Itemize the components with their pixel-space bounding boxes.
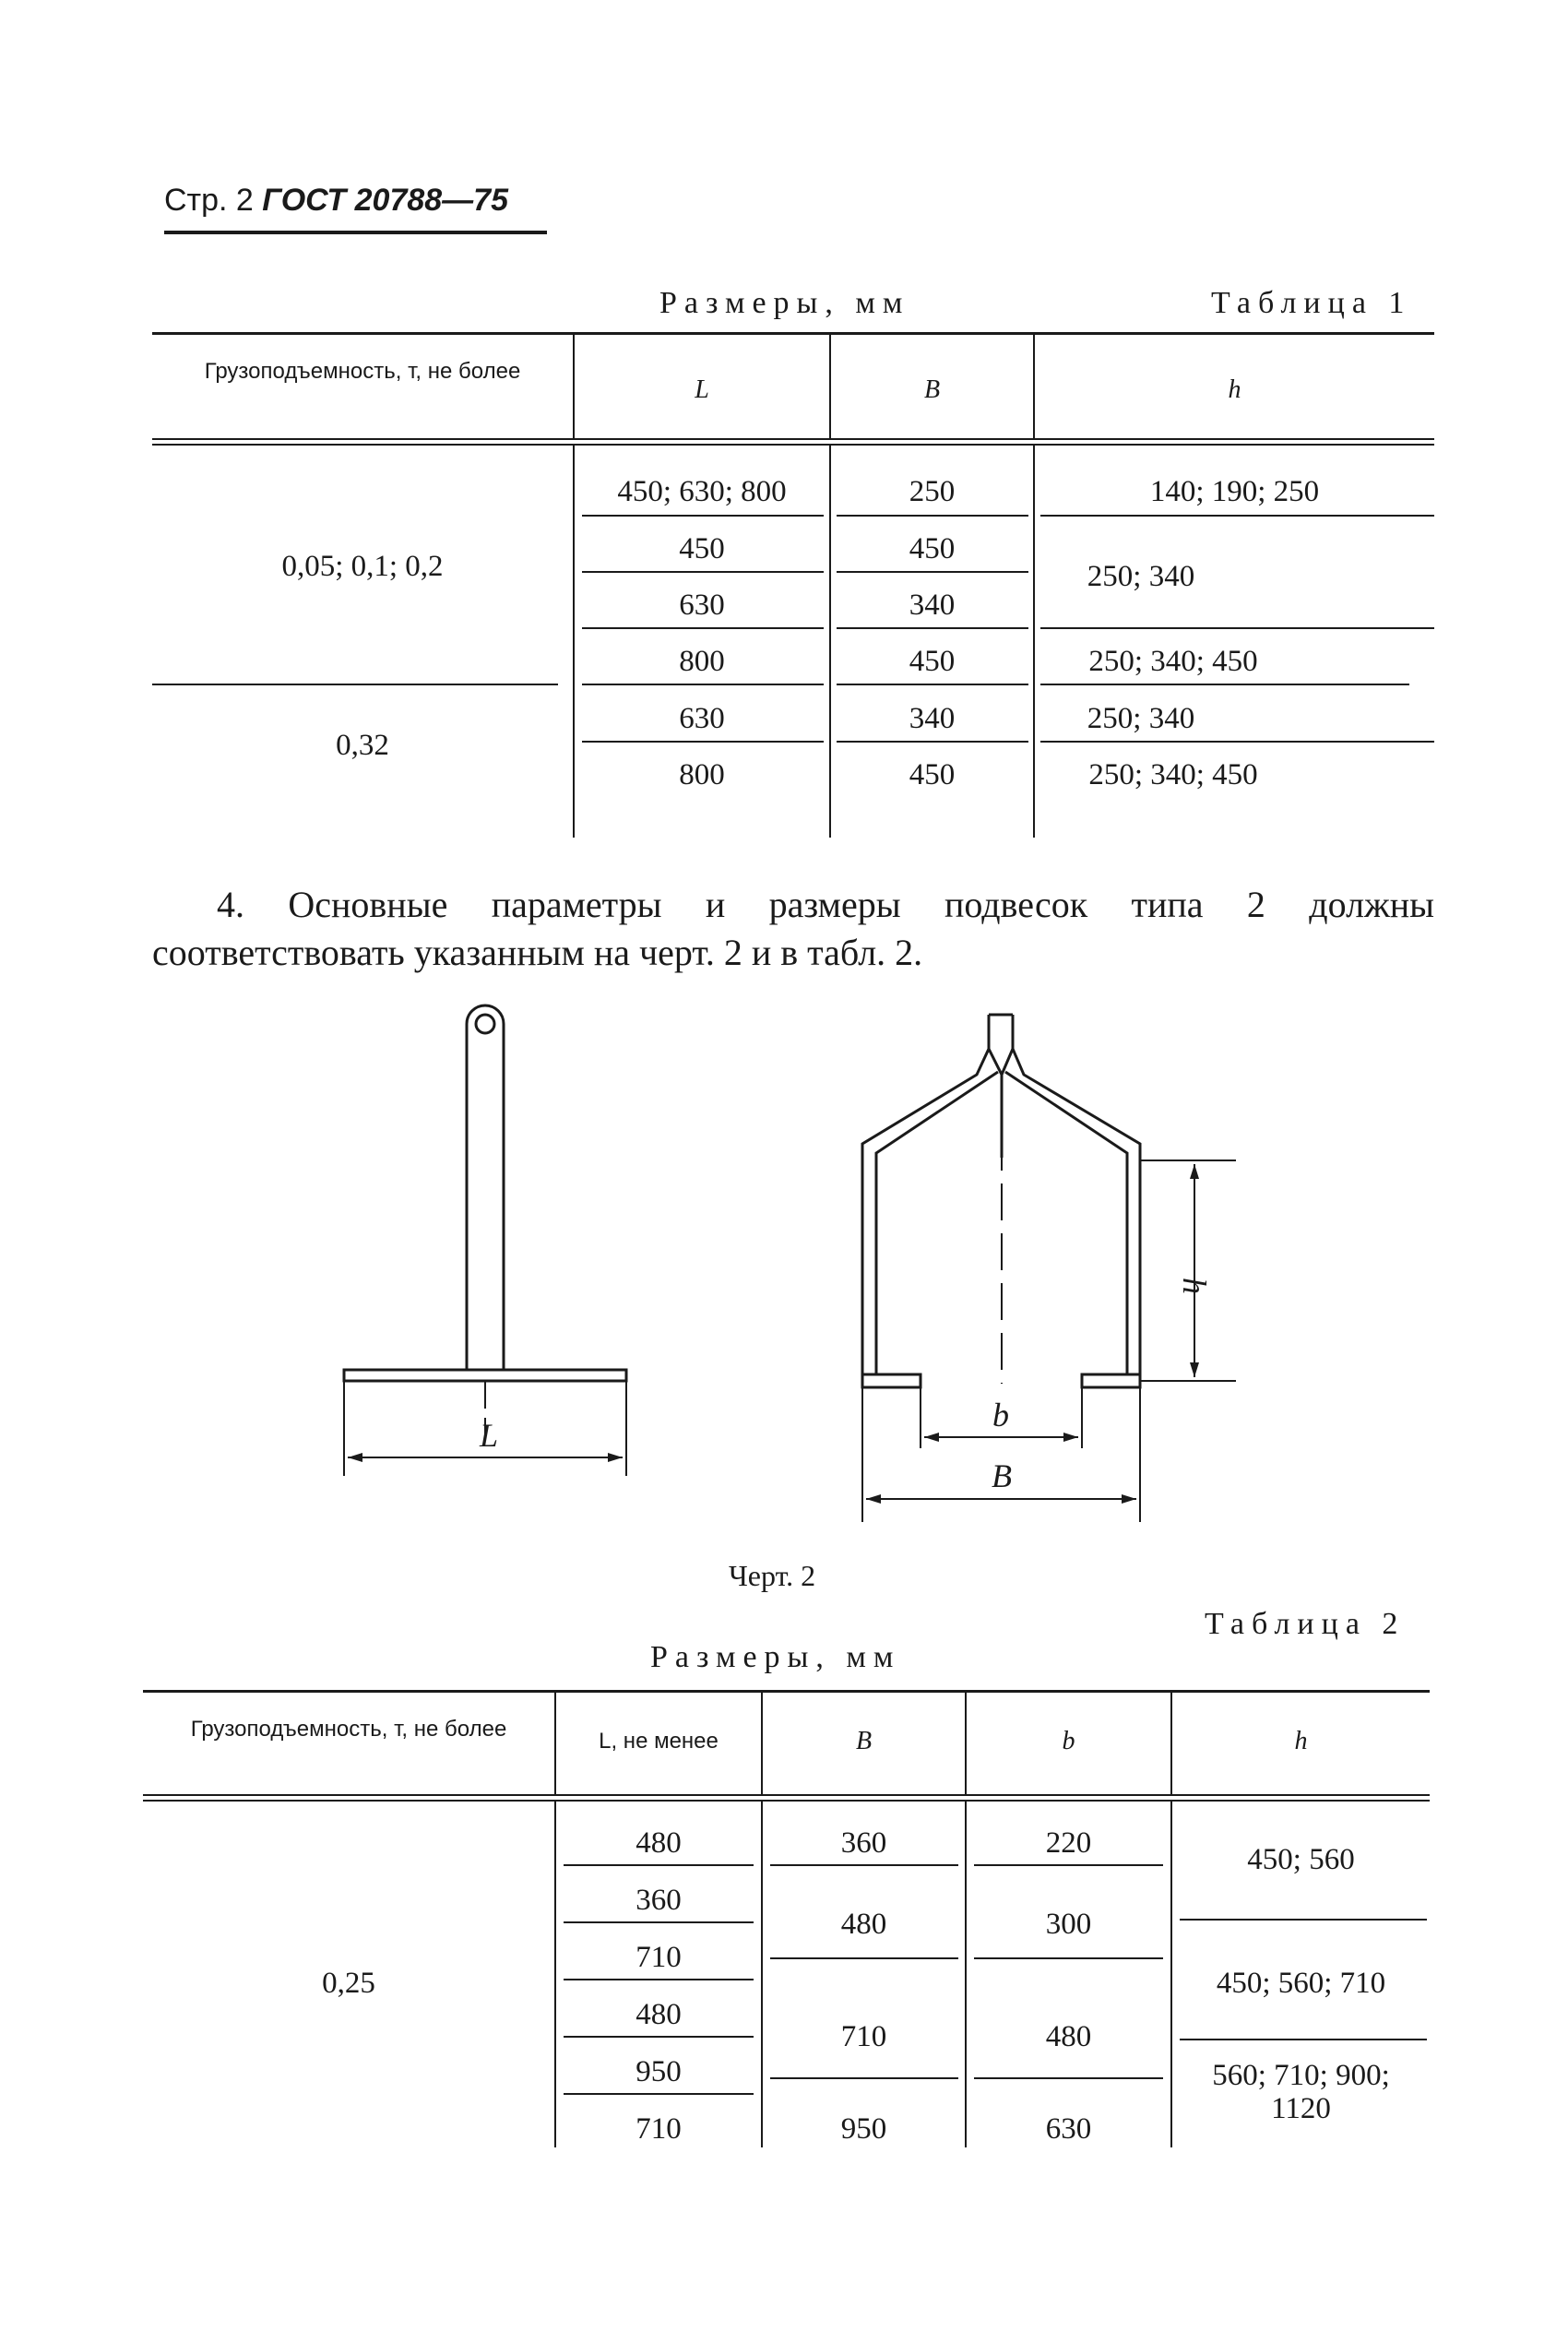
table-2-col-B: B [855, 1727, 873, 1755]
table-2-cell: 480 [636, 1998, 682, 2031]
table-2-capacity: 0,25 [322, 1967, 375, 2000]
table-1-capacity-1: 0,05; 0,1; 0,2 [281, 550, 444, 583]
table-2-cell: 480 [1045, 2020, 1092, 2053]
table-1-cell: 340 [909, 589, 956, 622]
page-number: Стр. 2 [164, 183, 254, 218]
table-1-caption: Размеры, мм [659, 286, 910, 320]
table-2-col-b: b [1062, 1727, 1075, 1755]
table-1-col-L: L [695, 375, 709, 404]
table-1-cell: 250; 340; 450 [1088, 645, 1258, 678]
label-b: b [992, 1397, 1009, 1433]
table-2-cell: 710 [840, 2020, 887, 2053]
table-2-cell: 630 [1045, 2112, 1092, 2146]
table-1-cell: 340 [909, 702, 956, 735]
table-2-col-L: L, не менее [599, 1729, 719, 1754]
table-2-cell: 300 [1045, 1908, 1092, 1941]
table-1-cell: 450 [909, 758, 956, 791]
label-B: B [992, 1457, 1012, 1494]
label-h: h [1176, 1278, 1213, 1294]
table-1-cell: 250 [909, 475, 956, 508]
table-1-col-h: h [1228, 375, 1241, 404]
table-2-cell: 360 [636, 1884, 682, 1917]
table-2-caption: Размеры, мм [650, 1640, 901, 1674]
table-1-cell: 450 [909, 645, 956, 678]
table-2-cell: 480 [636, 1826, 682, 1860]
table-1-capacity-2: 0,32 [336, 729, 389, 762]
table-1-cell: 250; 340 [1087, 560, 1195, 593]
table-2-cell: 710 [636, 1941, 682, 1974]
table-2-cell: 480 [840, 1908, 887, 1941]
label-L: L [480, 1417, 499, 1454]
table-1-cell: 450 [679, 532, 725, 565]
table-1-cell: 800 [679, 645, 725, 678]
table-2-cell: 950 [840, 2112, 887, 2146]
table-1-label: Таблица 1 [1211, 286, 1412, 320]
fork-hanger-figure [862, 1015, 1236, 1522]
paragraph-line-2: соответствовать указанным на черт. 2 и в табл. 2. [152, 932, 923, 973]
table-1-cell: 450 [909, 532, 956, 565]
table-2-cell: 360 [840, 1826, 887, 1860]
drawing-caption: Черт. 2 [729, 1559, 816, 1592]
table-2-cell: 450; 560; 710 [1216, 1967, 1386, 2000]
table-2-col-capacity: Грузоподъемность, т, не более [190, 1717, 507, 1742]
table-2-col-h: h [1294, 1727, 1308, 1755]
table-2-cell: 560; 710; 900; [1212, 2059, 1390, 2092]
table-1-col-capacity: Грузоподъемность, т, не более [204, 359, 521, 384]
table-1-cell: 800 [679, 758, 725, 791]
standard-number: ГОСТ 20788—75 [262, 183, 509, 218]
table-2-cell: 220 [1045, 1826, 1092, 1860]
table-1-cell: 630 [679, 702, 725, 735]
table-1-cell: 140; 190; 250 [1149, 475, 1320, 508]
table-2-cell: 710 [636, 2112, 682, 2146]
table-1-cell: 450; 630; 800 [617, 475, 787, 508]
table-2-cell: 450; 560 [1247, 1843, 1355, 1876]
table-2-top-rule [143, 1690, 1430, 1693]
table-1-col-B: B [923, 375, 941, 404]
table-1-cell: 250; 340; 450 [1088, 758, 1258, 791]
table-2-cell: 1120 [1271, 2092, 1331, 2125]
t-hanger-figure [344, 1005, 626, 1476]
table-2-label: Таблица 2 [1205, 1607, 1406, 1641]
table-2-cell: 950 [636, 2055, 682, 2088]
table-1-cell: 250; 340 [1087, 702, 1195, 735]
paragraph-line-1: 4. Основные параметры и размеры подвесок типа 2 должны [217, 884, 1434, 925]
table-1-cell: 630 [679, 589, 725, 622]
